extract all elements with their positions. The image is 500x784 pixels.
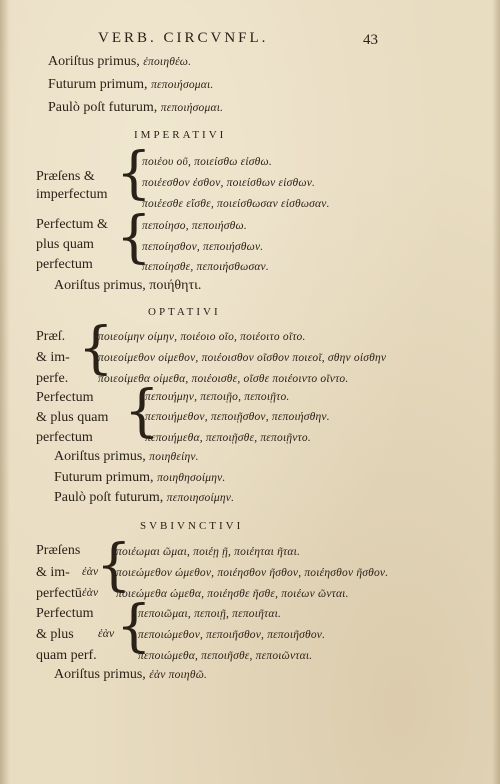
label-perfectum: Perfectum [36,390,94,405]
section-heading-imperativi: IMPERATIVI [134,129,227,141]
curly-brace: { [116,141,152,206]
intro-line-2 [48,76,213,94]
greek-form: ἐὰν ποιηθῶ. [149,669,208,681]
greek-line: ποιέου οῦ, ποιείσθω εἰσθω. [142,156,272,168]
curly-brace: { [116,205,152,270]
greek-form: ἐποιηθέω. [143,56,192,68]
running-title: VERB. CIRCVNFL. [98,30,269,46]
section-heading-subiunctivi: SVBIVNCTIVI [140,520,244,532]
greek-line: πεποιήμην, πεποιῇο, πεποιῇτο. [145,391,290,403]
aorist-line [54,448,199,466]
label-quam-perf: quam perf. [36,648,97,663]
label-im: & im- [36,350,70,365]
tense-label: Aoriſtus primus, [54,667,146,682]
label-praesens: Præſens [36,543,81,558]
curly-brace: { [124,379,160,444]
greek-line: ποιεοίμεθον οίμεθον, ποιέοισθον οῖσθον ποιεοῖ, σθην οἰσθην [98,352,387,364]
greek-line: πεποίησθε, πεποιήσθωσαν. [142,261,269,273]
label-plus-quam: plus quam [36,237,94,252]
curly-brace: { [78,316,114,381]
tense-label: Futurum primum, [54,470,154,485]
greek-line: ποιεώμεθον ώμεθον, ποιέησθον ῆσθον, ποιέησθον ῆσθον. [116,567,389,579]
greek-form: πεποιήσομαι. [160,102,224,114]
greek-form: πεποιησοίμην. [166,492,235,504]
tense-label: Futurum primum, [48,77,148,92]
greek-line: πεποιώμεθον, πεποιῆσθον, πεποιῆσθον. [138,629,326,641]
label-plus-quam: & plus quam [36,410,109,425]
greek-line: ποιεώμεθα ώμεθα, ποιέησθε ῆσθε, ποιέων ῶνται. [116,588,349,600]
page-edge-shadow-left [0,0,10,784]
greek-form: ποιηθείην. [149,451,199,463]
tense-label: Paulò poſt futurum, [54,490,164,505]
ean-marker: ἐὰν [98,628,115,640]
curly-brace: { [96,533,132,598]
curly-brace: { [116,594,152,659]
greek-line: πεποιήμεθα, πεποιῇσθε, πεποιῇντο. [145,432,311,444]
greek-line: ποιεοίμην οίμην, ποιέοιο οῖο, ποιέοιτο οῖτο. [98,331,306,343]
label-praes: Præſ. [36,329,66,344]
intro-line-1 [48,53,191,71]
label-praesens: Præſens & [36,169,95,184]
aorist-line: Aoriſtus primus, ποιήθητι. [54,278,202,293]
greek-line: πεποίησθον, πεποιήσθων. [142,241,264,253]
greek-line: πεποίησο, πεποιήσθω. [142,220,247,232]
label-perfectum: Perfectum [36,606,94,621]
tense-label: Paulò poſt futurum, [48,100,158,115]
intro-line-3 [48,99,223,117]
section-heading-optativi: OPTATIVI [148,306,221,318]
label-perfectum: perfectum [36,430,93,445]
greek-line: ποιεοίμεθα οίμεθα, ποιέοισθε, οῖσθε ποιέοιντο οῖντο. [98,373,349,385]
page-number: 43 [363,32,378,48]
greek-line: πεποιώμεθα, πεποιῆσθε, πεποιῶνται. [138,650,313,662]
label-perfectum: Perfectum & [36,217,108,232]
greek-line: ποιέωμαι ῶμαι, ποιέῃ ῇ, ποιέηται ῆται. [116,546,301,558]
ean-marker: ἐὰν [82,587,99,599]
tense-label: Aoriſtus primus, [48,54,140,69]
label-imperfectum: imperfectum [36,187,108,202]
label-perfectu: perfectū [36,586,82,601]
aorist-line [54,666,207,684]
greek-form: ποιηθησοίμην. [157,472,226,484]
label-plus: & plus [36,627,74,642]
greek-line: ποιέεσθε εἴσθε, ποιείσθωσαν εἰσθωσαν. [142,198,330,210]
greek-line: πεποιῶμαι, πεποιῇ, πεποιῆται. [138,608,282,620]
label-perfectum: perfectum [36,257,93,272]
greek-line: ποιέεσθον ἐσθον, ποιείσθων εἰσθων. [142,177,316,189]
greek-line: πεποιήμεθον, πεποιῇσθον, πεποιήσθην. [145,411,330,423]
ean-marker: ἐὰν [82,566,99,578]
label-perfe: perfe. [36,371,69,386]
label-im: & im- [36,565,70,580]
tense-label: Aoriſtus primus, [54,449,146,464]
greek-form: πεποιήσομαι. [151,79,214,91]
paulo-post-line [54,489,234,507]
future-line [54,469,226,487]
page-edge-shadow-right [492,0,500,784]
